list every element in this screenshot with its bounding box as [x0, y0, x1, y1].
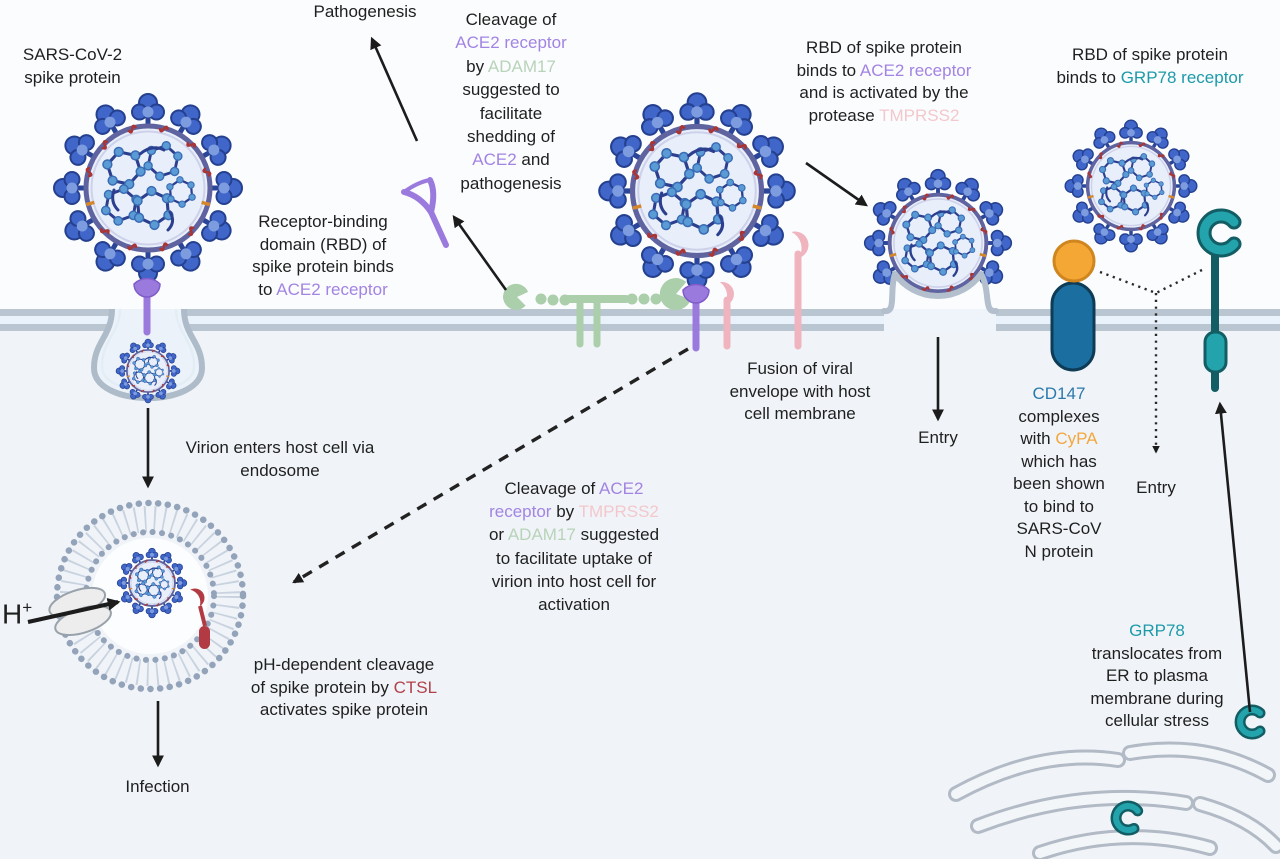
virus-icon: [1065, 120, 1197, 252]
ace2-text: ACE2 receptor: [455, 33, 567, 53]
text-line: [468, 477, 680, 500]
label-ph-cleavage: [238, 654, 450, 722]
text-line: SARS-CoV: [1016, 519, 1102, 538]
text-segment: with: [1020, 429, 1056, 448]
text-segment: of spike protein by: [250, 677, 394, 697]
grp78-text: GRP78: [1129, 621, 1185, 640]
label-rbd-grp78: [1040, 44, 1260, 89]
cypa-icon: [1054, 241, 1094, 281]
text-line: Virion enters host cell via: [185, 438, 375, 457]
text-line: cellular stress: [1105, 711, 1209, 730]
text-segment: +: [22, 598, 33, 617]
text-line: domain (RBD) of: [259, 234, 387, 254]
label-rbd-binding: [232, 211, 414, 301]
text-segment: by: [551, 502, 579, 522]
text-line: SARS-CoV-2: [22, 45, 123, 64]
text-segment: binds to: [796, 60, 860, 80]
label-fusion: [700, 358, 900, 426]
virus-icon: [599, 93, 795, 289]
text-line: membrane during: [1090, 688, 1224, 708]
label-infection: [100, 776, 215, 799]
text-segment: or: [488, 525, 508, 545]
text-line: pathogenesis: [460, 173, 562, 193]
arrow-shedding: [454, 217, 506, 290]
text-line: Entry: [1136, 478, 1176, 497]
label-grp78-translocation: [1077, 620, 1237, 733]
label-h-plus: [2, 598, 32, 630]
ace2-text: receptor: [489, 502, 552, 522]
text-line: Entry: [918, 428, 958, 447]
text-line: Cleavage of: [465, 10, 557, 29]
text-line: [1002, 428, 1116, 451]
ace2-cup-icon: [683, 284, 709, 303]
ace2-text: ACE2: [472, 150, 517, 170]
label-sars-cov2-spike-protein: [10, 44, 135, 89]
text-segment: protease: [808, 105, 880, 125]
label-cleavage-uptake: [468, 477, 680, 616]
text-line: [435, 55, 587, 78]
text-line: [468, 500, 680, 523]
arrow-pathogenesis: [372, 39, 417, 141]
adam17-text: ADAM17: [507, 525, 576, 545]
ace2-cup-icon: [134, 278, 160, 297]
ace2-text: ACE2 receptor: [276, 279, 388, 299]
label-virion-enters: [165, 437, 395, 482]
text-segment: suggested: [575, 525, 660, 545]
label-cleavage-shedding: [435, 8, 587, 195]
text-line: [778, 60, 990, 83]
text-line: virion into host cell for: [491, 571, 657, 591]
text-line: [1040, 67, 1260, 90]
text-line: activation: [538, 595, 610, 615]
text-line: ER to plasma: [1105, 666, 1209, 685]
cypa-text: CyPA: [1055, 429, 1098, 448]
text-line: and is activated by the: [799, 83, 969, 102]
text-line: [1002, 383, 1116, 406]
text-line: activates spike protein: [259, 700, 429, 719]
label-cd147-complex: [1002, 383, 1116, 563]
text-segment: Cleavage of: [504, 479, 600, 498]
text-segment: and: [516, 150, 550, 170]
text-line: Fusion of viral: [747, 359, 853, 378]
text-segment: H: [2, 598, 23, 630]
text-line: [1077, 620, 1237, 643]
text-line: to bind to: [1024, 496, 1094, 516]
label-rbd-ace2-tmprss2: [778, 37, 990, 127]
text-line: [435, 148, 587, 171]
label-pathogenesis: [295, 1, 435, 24]
text-line: spike protein binds: [252, 257, 394, 276]
label-entry-right: [1112, 477, 1200, 500]
tmprss2-text: TMPRSS2: [578, 502, 659, 522]
text-line: facilitate: [479, 103, 543, 123]
text-line: N protein: [1024, 541, 1094, 561]
er-icon: [956, 749, 1276, 853]
ace2-text: ACE2 receptor: [859, 60, 972, 80]
text-line: RBD of spike protein: [1072, 45, 1228, 64]
grp78-receptor-icon: [1204, 216, 1234, 388]
text-line: shedding of: [467, 127, 555, 147]
text-line: suggested to: [462, 80, 560, 100]
text-line: pH-dependent cleavage: [253, 655, 435, 674]
text-line: complexes: [1018, 406, 1100, 426]
tmprss2-text: TMPRSS2: [879, 105, 960, 125]
text-line: [238, 677, 450, 700]
text-line: which has: [1021, 451, 1097, 471]
text-line: envelope with host: [729, 381, 871, 401]
text-line: to facilitate uptake of: [496, 548, 652, 568]
virus-icon: [865, 170, 1012, 292]
text-segment: binds to: [1056, 67, 1121, 87]
label-entry-left: [900, 427, 976, 450]
text-line: Infection: [125, 777, 190, 796]
cd147-text: CD147: [1032, 384, 1086, 403]
text-line: been shown: [1013, 474, 1105, 493]
text-segment: to: [258, 279, 277, 299]
text-line: RBD of spike protein: [806, 38, 962, 57]
arrow-to-fusion: [806, 163, 866, 205]
grp78-text: GRP78 receptor: [1120, 67, 1244, 87]
text-line: Pathogenesis: [313, 2, 417, 21]
cd147-icon: [1052, 283, 1094, 370]
adam17-text: ADAM17: [487, 56, 556, 76]
fusion-pocket: [865, 170, 1012, 333]
ctsl-text: CTSL: [393, 677, 438, 697]
text-line: [232, 279, 414, 302]
text-segment: by: [466, 56, 488, 76]
text-line: endosome: [240, 460, 320, 480]
text-line: Receptor-binding: [258, 212, 388, 231]
text-line: spike protein: [24, 67, 121, 87]
ace2-text: ACE2: [599, 479, 644, 498]
text-line: cell membrane: [744, 404, 856, 423]
text-line: [468, 523, 680, 546]
text-line: translocates from: [1091, 643, 1223, 663]
virus-icon: [54, 94, 242, 282]
text-line: [778, 105, 990, 128]
text-line: [435, 31, 587, 54]
